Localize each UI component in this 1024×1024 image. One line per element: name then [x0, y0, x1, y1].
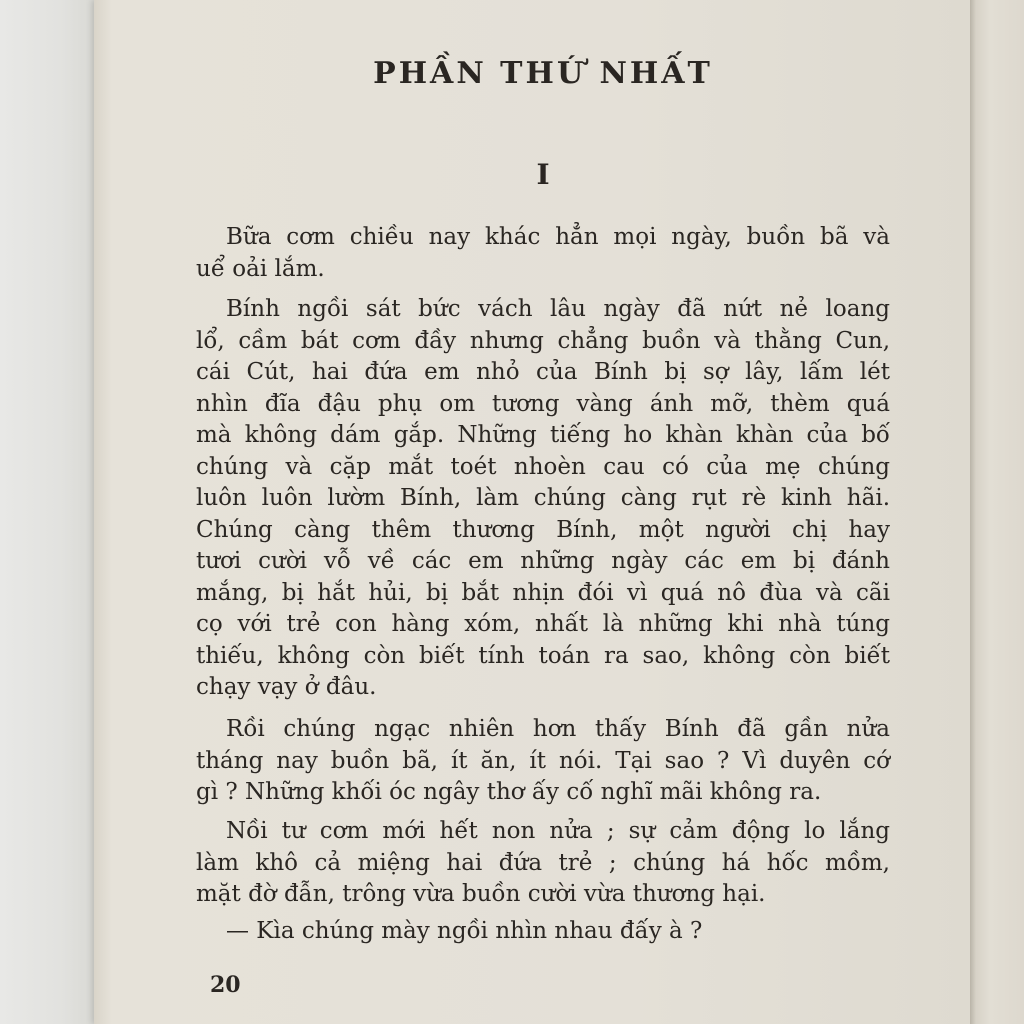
text-line: mắng, bị hắt hủi, bị bắt nhịn đói vì quá nô đùa và cãi	[196, 579, 890, 606]
text-line: luôn luôn lườm Bính, làm chúng càng rụt rè kinh hãi.	[196, 485, 890, 511]
text-line: thiếu, không còn biết tính toán ra sao, không còn biết	[196, 642, 890, 669]
text-line: làm khô cả miệng hai đứa trẻ ; chúng há hốc mồm,	[196, 849, 890, 876]
text-line: chạy vạy ở đâu.	[196, 674, 377, 700]
paragraph-3	[196, 714, 890, 809]
text-line: lổ, cầm bát cơm đầy nhưng chẳng buồn và thằng Cun,	[196, 327, 890, 354]
paragraph-1	[196, 222, 890, 285]
text-line: tháng nay buồn bã, ít ăn, ít nói. Tại sao ? Vì duyên cớ	[196, 747, 890, 774]
chapter-number: I	[536, 158, 550, 191]
text-line: — Kìa chúng mày ngồi nhìn nhau đấy à ?	[226, 918, 703, 944]
text-line: Chúng càng thêm thương Bính, một người chị hay	[196, 516, 890, 543]
paragraph-2	[196, 294, 890, 704]
text-line: chúng và cặp mắt toét nhoèn cau có của mẹ chúng	[196, 453, 890, 480]
paragraph-4	[196, 816, 890, 911]
text-line: mặt đờ đẫn, trông vừa buồn cười vừa thương hại.	[196, 881, 766, 907]
text-line: Rồi chúng ngạc nhiên hơn thấy Bính đã gần nửa	[226, 716, 890, 742]
text-line: Nồi tư cơm mới hết non nửa ; sự cảm động lo lắng	[226, 818, 890, 844]
text-line: mà không dám gắp. Những tiếng ho khàn khàn của bố	[196, 422, 890, 448]
text-line: Bính ngồi sát bức vách lâu ngày đã nứt nẻ loang	[226, 296, 890, 322]
text-line: uể oải lắm.	[196, 255, 325, 282]
text-line: cọ với trẻ con hàng xóm, nhất là những khi nhà túng	[196, 611, 890, 637]
page-number: 20	[210, 972, 241, 998]
text-line: Bữa cơm chiều nay khác hẳn mọi ngày, buồn bã và	[226, 224, 890, 250]
text-line: cái Cút, hai đứa em nhỏ của Bính bị sợ lây, lấm lét	[196, 359, 890, 385]
text-line: gì ? Những khối óc ngây thơ ấy cố nghĩ mãi không ra.	[196, 779, 822, 805]
part-title: PHẦN THỨ NHẤT	[373, 56, 713, 91]
text-line: nhìn đĩa đậu phụ om tương vàng ánh mỡ, thèm quá	[196, 390, 890, 417]
paragraph-5	[196, 916, 890, 948]
text-line: tươi cười vỗ về các em những ngày các em bị đánh	[196, 548, 890, 574]
page-edge	[970, 0, 1024, 1024]
